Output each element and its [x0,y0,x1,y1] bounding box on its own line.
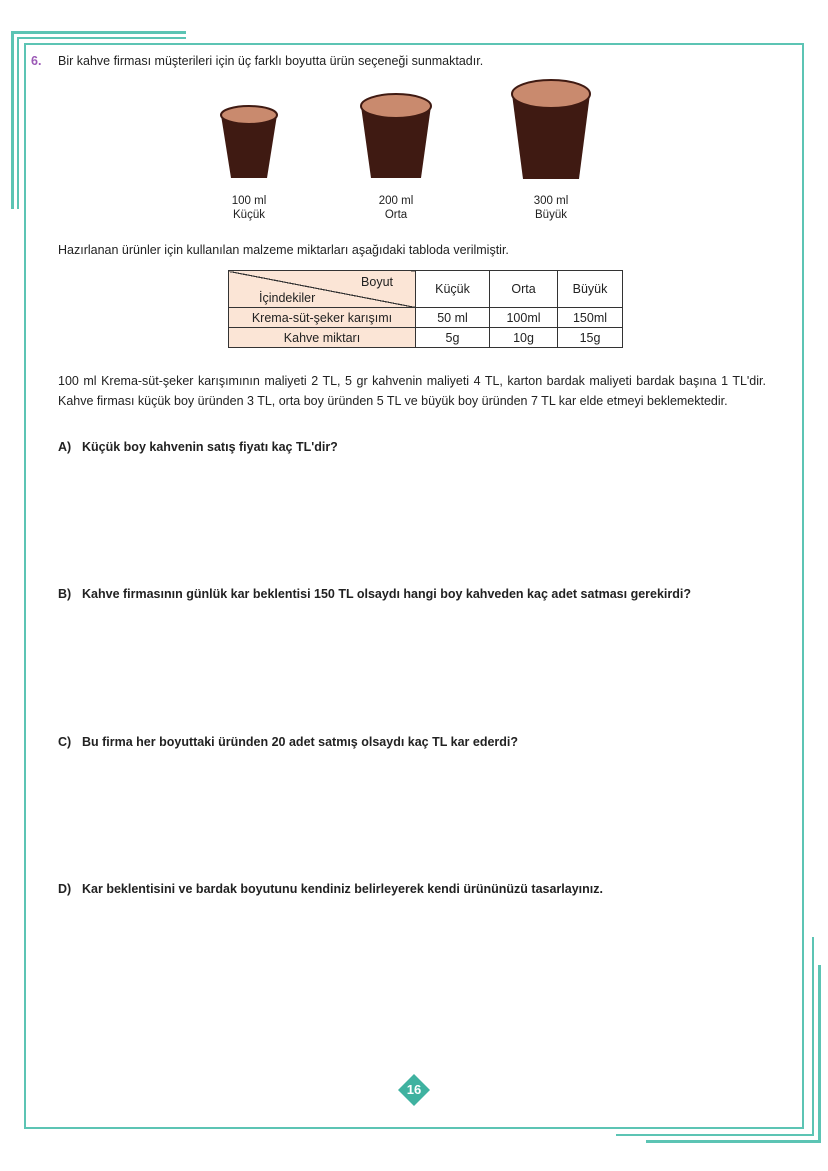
subquestion-d-text: Kar beklentisini ve bardak boyutunu kendiniz belirleyerek kendi ürününüzü tasarlayınız. [82,882,603,896]
cup-small-volume: 100 ml [231,195,267,207]
header-icindekiler: İçindekiler [259,291,316,305]
cup-small-size: Küçük [233,209,265,221]
header-boyut: Boyut [361,275,393,289]
cup-medium-size: Orta [384,209,408,221]
table-row [229,328,623,348]
cup-medium-volume: 200 ml [378,195,414,207]
table-cell: 5g [416,328,490,348]
page-number-badge [398,1074,430,1106]
subquestion-a-letter: A) [58,440,72,454]
cup-large-size: Büyük [535,209,567,221]
row-label-kahve: Kahve miktarı [229,328,416,348]
subquestion-b-letter: B) [58,587,72,601]
table-cell: 10g [490,328,558,348]
table-row [229,308,623,328]
column-header-buyuk: Büyük [558,271,623,308]
ingredients-table [228,270,623,348]
question-number: 6. [31,54,42,68]
subquestion-b [58,587,691,601]
subquestion-d-letter: D) [58,882,72,896]
table-intro: Hazırlanan ürünler için kullanılan malzeme miktarları aşağıdaki tabloda verilmiştir. [58,243,509,257]
subquestion-c-letter: C) [58,735,72,749]
cup-small-label [209,194,289,222]
cup-medium-label [356,194,436,222]
column-header-orta: Orta [490,271,558,308]
table-cell: 150ml [558,308,623,328]
table-cell: 15g [558,328,623,348]
cup-large-icon [509,78,593,182]
subquestion-a-text: Küçük boy kahvenin satış fiyatı kaç TL'dir? [82,440,338,454]
cup-small-icon [218,104,280,182]
subquestion-d [58,882,603,896]
cup-medium-icon [358,92,434,182]
question-intro: Bir kahve firması müşterileri için üç farklı boyutta ürün seçeneği sunmaktadır. [58,54,484,68]
cup-large-label [511,194,591,222]
table-cell: 50 ml [416,308,490,328]
subquestion-b-text: Kahve firmasının günlük kar beklentisi 150 TL olsaydı hangi boy kahveden kaç adet satması gerekirdi? [82,587,692,601]
cup-large-volume: 300 ml [533,195,569,207]
table-corner-header [229,271,416,308]
cost-paragraph: 100 ml Krema-süt-şeker karışımının maliyeti 2 TL, 5 gr kahvenin maliyeti 4 TL, karton bardak maliyeti bardak başına 1 TL'dir. Kahve firması küçük boy üründen 3 TL, orta boy üründen 5 TL ve büyük boy üründen 7 TL kar elde etmeyi beklemektedir. [58,374,766,408]
subquestion-a [58,440,338,454]
subquestion-c [58,735,518,749]
page-number: 16 [406,1082,422,1097]
subquestion-c-text: Bu firma her boyuttaki üründen 20 adet satmış olsaydı kaç TL kar ederdi? [82,735,519,749]
table-cell: 100ml [490,308,558,328]
row-label-krema: Krema-süt-şeker karışımı [229,308,416,328]
column-header-kucuk: Küçük [416,271,490,308]
